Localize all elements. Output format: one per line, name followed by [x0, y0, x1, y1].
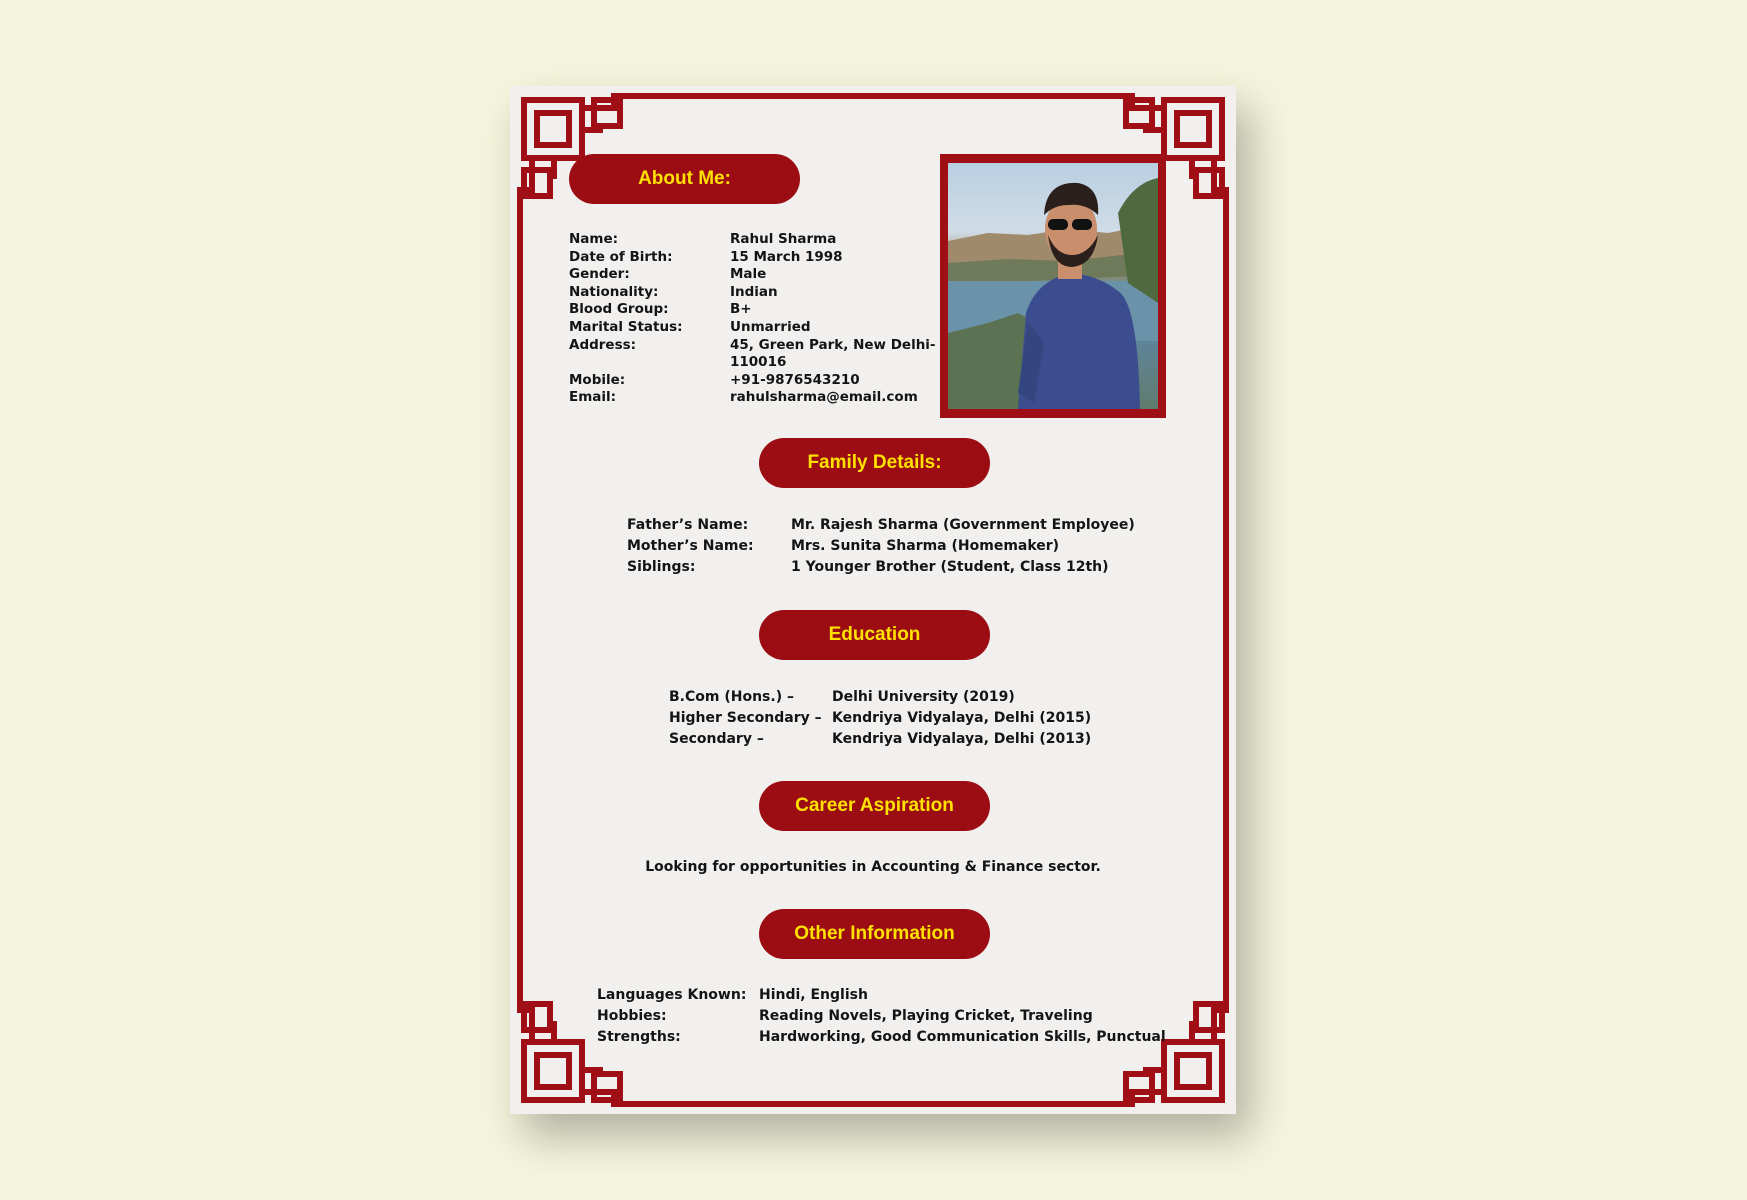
other-row: [597, 1008, 1197, 1029]
other-row: [597, 1029, 1197, 1050]
family-details-header: Family Details:: [759, 438, 990, 488]
about-label: Blood Group:: [569, 301, 669, 318]
about-me-details: [569, 231, 949, 407]
about-value: 110016: [730, 354, 787, 371]
other-label: Languages Known:: [597, 987, 747, 1003]
education-row: [669, 731, 1149, 752]
about-value: 15 March 1998: [730, 248, 843, 265]
family-label: Mother’s Name:: [627, 538, 754, 554]
about-row: [569, 301, 949, 319]
about-row: [569, 249, 949, 267]
profile-photo: [948, 163, 1158, 409]
family-label: Father’s Name:: [627, 517, 749, 533]
about-value: +91-9876543210: [730, 371, 860, 388]
family-row: [627, 517, 1187, 538]
education-label: Higher Secondary –: [669, 710, 822, 726]
education-value: Kendriya Vidyalaya, Delhi (2013): [832, 731, 1092, 747]
about-value: Indian: [730, 283, 778, 300]
about-label: Nationality:: [569, 283, 659, 300]
about-row: [569, 231, 949, 249]
other-value: Reading Novels, Playing Cricket, Traveling: [759, 1008, 1093, 1024]
about-value: Rahul Sharma: [730, 231, 837, 247]
education-row: [669, 689, 1149, 710]
about-label: Address:: [569, 336, 637, 353]
family-row: [627, 559, 1187, 580]
about-row: [569, 372, 949, 390]
family-row: [627, 538, 1187, 559]
about-label: Mobile:: [569, 371, 626, 388]
biodata-sheet: [510, 86, 1236, 1114]
about-value: B+: [730, 301, 752, 318]
about-row: [569, 284, 949, 302]
about-me-header: About Me:: [569, 154, 800, 204]
education-details: [669, 689, 1149, 752]
about-label: Marital Status:: [569, 318, 683, 335]
other-information-details: [597, 987, 1197, 1050]
education-value: Delhi University (2019): [832, 689, 1015, 705]
about-label: Email:: [569, 389, 617, 406]
family-value: Mr. Rajesh Sharma (Government Employee): [791, 517, 1135, 533]
about-value: Unmarried: [730, 318, 811, 335]
career-aspiration-text: Looking for opportunities in Accounting & Finance sector.: [645, 859, 1101, 875]
other-row: [597, 987, 1197, 1008]
about-row: [569, 354, 949, 372]
family-value: 1 Younger Brother (Student, Class 12th): [791, 559, 1109, 575]
other-information-header: Other Information: [759, 909, 990, 959]
about-row: [569, 266, 949, 284]
education-label: Secondary –: [669, 731, 764, 747]
about-label: Gender:: [569, 266, 630, 283]
about-label: Date of Birth:: [569, 248, 673, 265]
other-label: Strengths:: [597, 1029, 681, 1045]
about-value: 45, Green Park, New Delhi-: [730, 336, 936, 353]
about-value: rahulsharma@email.com: [730, 389, 918, 406]
about-row: [569, 319, 949, 337]
other-value: Hindi, English: [759, 987, 868, 1003]
education-label: B.Com (Hons.) –: [669, 689, 794, 705]
education-row: [669, 710, 1149, 731]
education-header: Education: [759, 610, 990, 660]
about-row: [569, 337, 949, 355]
other-label: Hobbies:: [597, 1008, 667, 1024]
education-value: Kendriya Vidyalaya, Delhi (2015): [832, 710, 1092, 726]
family-value: Mrs. Sunita Sharma (Homemaker): [791, 538, 1060, 554]
other-value: Hardworking, Good Communication Skills, Punctual: [759, 1029, 1166, 1045]
about-value: Male: [730, 266, 767, 283]
family-label: Siblings:: [627, 559, 696, 575]
about-label: Name:: [569, 231, 619, 247]
career-aspiration-header: Career Aspiration: [759, 781, 990, 831]
family-details: [627, 517, 1187, 580]
profile-photo-frame: [940, 154, 1166, 418]
about-row: [569, 389, 949, 407]
